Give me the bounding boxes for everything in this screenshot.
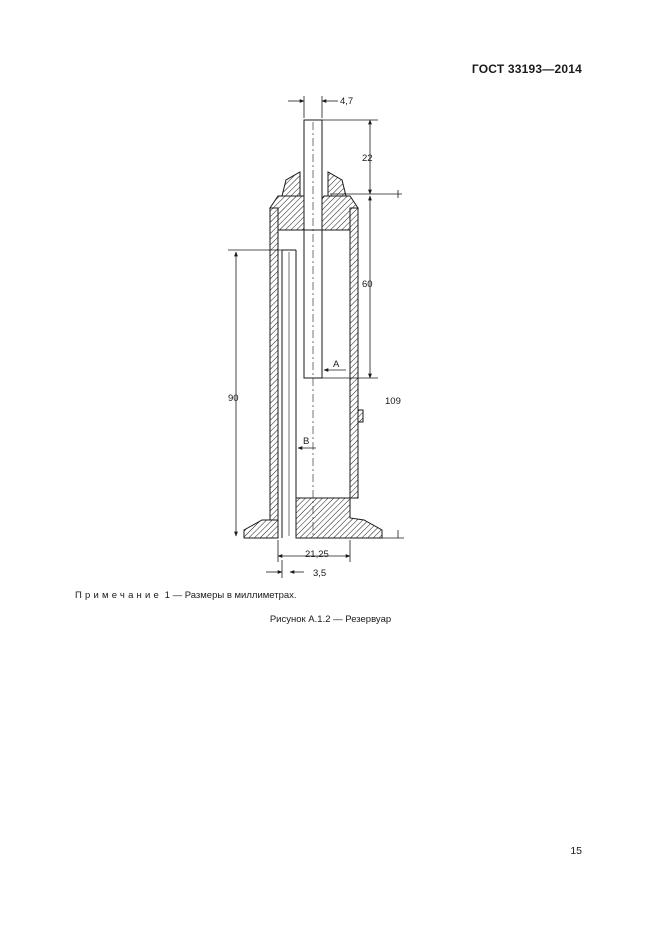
dim-total-height: 109: [385, 396, 401, 407]
label-a: А: [333, 359, 340, 370]
dim-top-height: 22: [362, 153, 373, 164]
figure-note: [75, 590, 297, 601]
dim-width: 21,25: [305, 549, 329, 560]
page-number: 15: [570, 845, 582, 857]
note-number: 1: [164, 590, 170, 601]
note-text: — Размеры в миллиметрах.: [172, 590, 297, 601]
dim-left-height: 90: [228, 393, 239, 404]
label-b: В: [303, 436, 310, 447]
dim-top-diameter: 4,7: [340, 96, 354, 107]
dim-inner-length: 60: [362, 279, 373, 290]
note-prefix: Примечание: [75, 590, 162, 601]
figure-caption: Рисунок А.1.2 — Резервуар: [269, 614, 392, 625]
dim-wall: 3,5: [313, 568, 327, 579]
inner-tube: [282, 250, 296, 538]
document-header: ГОСТ 33193—2014: [471, 62, 582, 76]
